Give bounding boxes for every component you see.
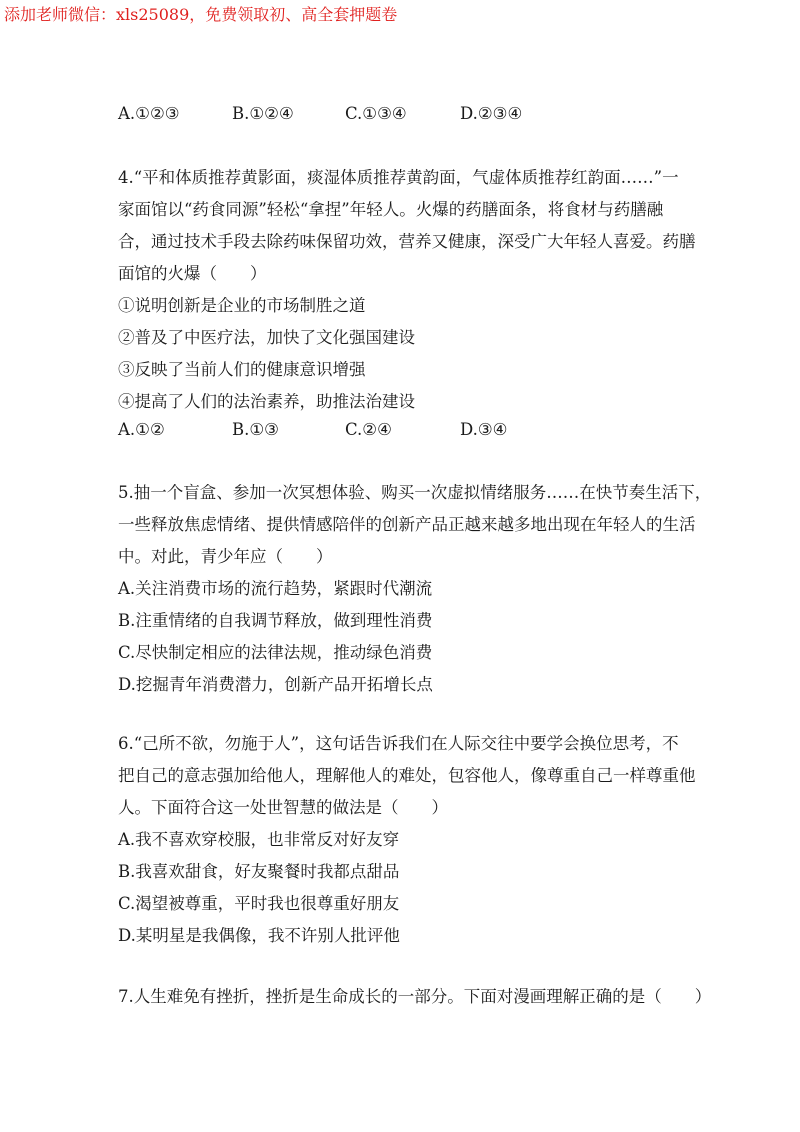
q6-choice: A.我不喜欢穿校服，也非常反对好友穿 xyxy=(118,830,400,849)
q4-statement: ④提高了人们的法治素养，助推法治建设 xyxy=(118,392,415,411)
q4-statement: ③反映了当前人们的健康意识增强 xyxy=(118,360,366,379)
q4-statement: ①说明创新是企业的市场制胜之道 xyxy=(118,296,366,315)
q4-option-b: B.①③ xyxy=(232,420,279,439)
q6-stem-line: 6.“己所不欲，勿施于人”，这句话告诉我们在人际交往中要学会换位思考，不 xyxy=(118,734,679,753)
q5-stem-line: 中。对此，青少年应（ ） xyxy=(118,547,333,566)
q3-option-c: C.①③④ xyxy=(345,104,407,123)
q6-choice: B.我喜欢甜食，好友聚餐时我都点甜品 xyxy=(118,862,400,881)
q5-choice: C.尽快制定相应的法律法规，推动绿色消费 xyxy=(118,643,433,662)
q4-statement: ②普及了中医疗法，加快了文化强国建设 xyxy=(118,328,415,347)
q4-option-d: D.③④ xyxy=(460,420,508,439)
q6-stem-line: 人。下面符合这一处世智慧的做法是（ ） xyxy=(118,798,448,817)
q6-stem-line: 把自己的意志强加给他人，理解他人的难处，包容他人，像尊重自己一样尊重他 xyxy=(118,766,696,785)
q4-stem-line: 合，通过技术手段去除药味保留功效，营养又健康，深受广大年轻人喜爱。药膳 xyxy=(118,232,696,251)
q5-stem-line: 一些释放焦虑情绪、提供情感陪伴的创新产品正越来越多地出现在年轻人的生活 xyxy=(118,515,696,534)
q5-choice: A.关注消费市场的流行趋势，紧跟时代潮流 xyxy=(118,579,433,598)
q4-option-c: C.②④ xyxy=(345,420,392,439)
q7-stem-line: 7.人生难免有挫折，挫折是生命成长的一部分。下面对漫画理解正确的是（ ） xyxy=(118,987,712,1006)
q6-choice: C.渴望被尊重，平时我也很尊重好朋友 xyxy=(118,894,400,913)
q3-option-b: B.①②④ xyxy=(232,104,294,123)
q4-stem-line: 家面馆以“药食同源”轻松“拿捏”年轻人。火爆的药膳面条，将食材与药膳融 xyxy=(118,200,664,219)
q5-stem-line: 5.抽一个盲盒、参加一次冥想体验、购买一次虚拟情绪服务……在快节奏生活下， xyxy=(118,483,712,502)
q4-stem-line: 4.“平和体质推荐黄影面，痰湿体质推荐黄韵面，气虚体质推荐红韵面……”一 xyxy=(118,168,679,187)
q5-choice: B.注重情绪的自我调节释放，做到理性消费 xyxy=(118,611,433,630)
watermark: 添加老师微信：xls25089，免费领取初、高全套押题卷 xyxy=(4,5,398,24)
q4-option-a: A.①② xyxy=(118,420,165,439)
q3-option-d: D.②③④ xyxy=(460,104,523,123)
q4-stem-line: 面馆的火爆（ ） xyxy=(118,264,267,283)
q6-choice: D.某明星是我偶像，我不许别人批评他 xyxy=(118,926,400,945)
q5-choice: D.挖掘青年消费潜力，创新产品开拓增长点 xyxy=(118,675,433,694)
q3-option-a: A.①②③ xyxy=(118,104,180,123)
